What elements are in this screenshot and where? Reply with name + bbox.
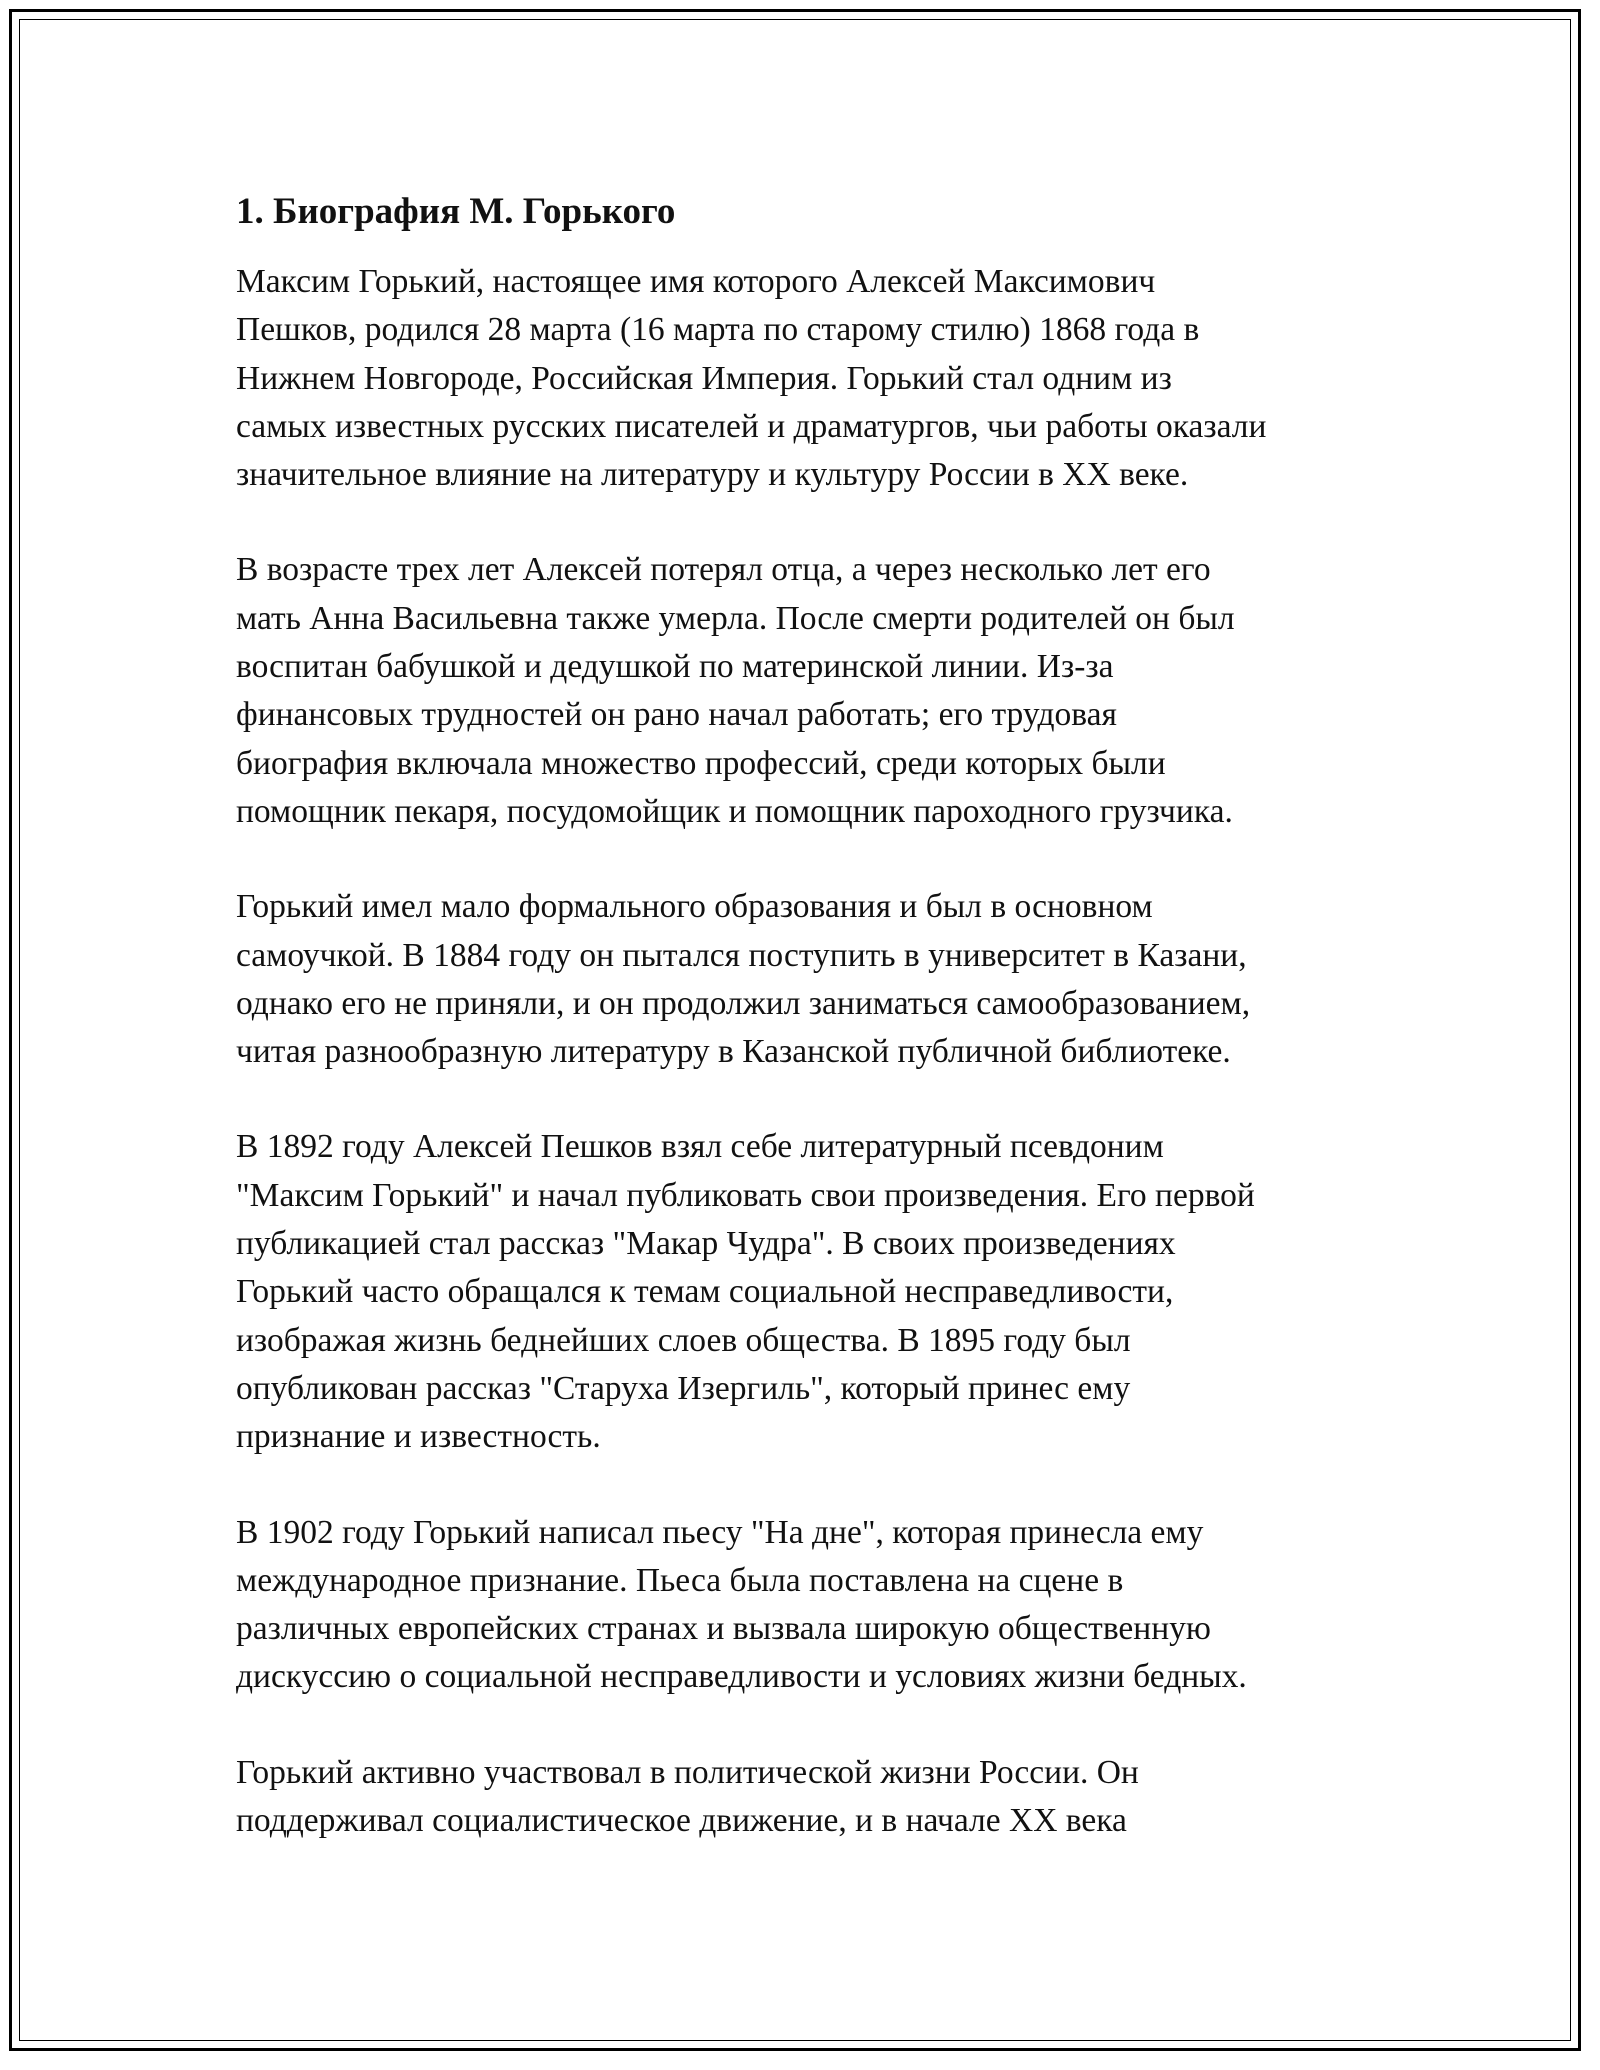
text-line: поддерживал социалистическое движение, и в начале XX века [236,1802,1127,1840]
document-body [236,188,1386,1892]
text-line: Горький активно участвовал в политической жизни России. Он [236,1753,1139,1791]
text-line: мать Анна Васильевна также умерла. После смерти родителей он был [236,599,1235,637]
text-line: биография включала множество профессий, среди которых были [236,744,1166,782]
text-line: значительное влияние на литературу и культуру России в XX веке. [236,456,1189,494]
text-line: самоучкой. В 1884 году он пытался поступить в университет в Казани, [236,936,1247,974]
text-line: опубликован рассказ "Старуха Изергиль", который принес ему [236,1369,1131,1407]
text-line: однако его не приняли, и он продолжил заниматься самообразованием, [236,984,1251,1022]
text-line: В 1892 году Алексей Пешков взял себе литературный псевдоним [236,1128,1164,1166]
text-line: финансовых трудностей он рано начал работать; его трудовая [236,696,1117,734]
text-line: В возрасте трех лет Алексей потерял отца, а через несколько лет его [236,551,1211,589]
text-line: самых известных русских писателей и драматургов, чьи работы оказали [236,407,1267,445]
text-line: публикацией стал рассказ "Макар Чудра". В своих произведениях [236,1225,1176,1263]
text-line: помощник пекаря, посудомойщик и помощник пароходного грузчика. [236,792,1233,830]
paragraph-childhood [236,546,1386,836]
paragraph-na-dne [236,1509,1386,1702]
text-line: воспитан бабушкой и дедушкой по материнской линии. Из-за [236,648,1114,686]
text-line: дискуссию о социальной несправедливости и условиях жизни бедных. [236,1658,1247,1696]
text-line: международное признание. Пьеса была поставлена на сцене в [236,1561,1124,1599]
text-line: Максим Горький, настоящее имя которого Алексей Максимович [236,263,1156,300]
text-line: В 1902 году Горький написал пьесу "На дне", которая принесла ему [236,1513,1204,1551]
text-line: различных европейских странах и вызвала широкую общественную [236,1610,1211,1648]
text-line: "Максим Горький" и начал публиковать свои произведения. Его первой [236,1176,1255,1214]
paragraph-politics [236,1749,1386,1846]
text-line: Горький имел мало формального образования и был в основном [236,888,1153,926]
paragraph-education [236,883,1386,1076]
text-line: изображая жизнь беднейших слоев общества. В 1895 году был [236,1321,1131,1359]
text-line: признание и известность. [236,1418,601,1456]
text-line: Пешков, родился 28 марта (16 марта по старому стилю) 1868 года в [236,311,1200,349]
text-line: читая разнообразную литературу в Казанской публичной библиотеке. [236,1033,1231,1071]
paragraph-pseudonym [236,1123,1386,1461]
text-line: Горький часто обращался к темам социальной несправедливости, [236,1273,1174,1311]
paragraph-birth [236,258,1386,499]
section-heading: 1. Биография М. Горького [236,191,676,232]
text-line: Нижнем Новгороде, Российская Империя. Горький стал одним из [236,359,1172,397]
